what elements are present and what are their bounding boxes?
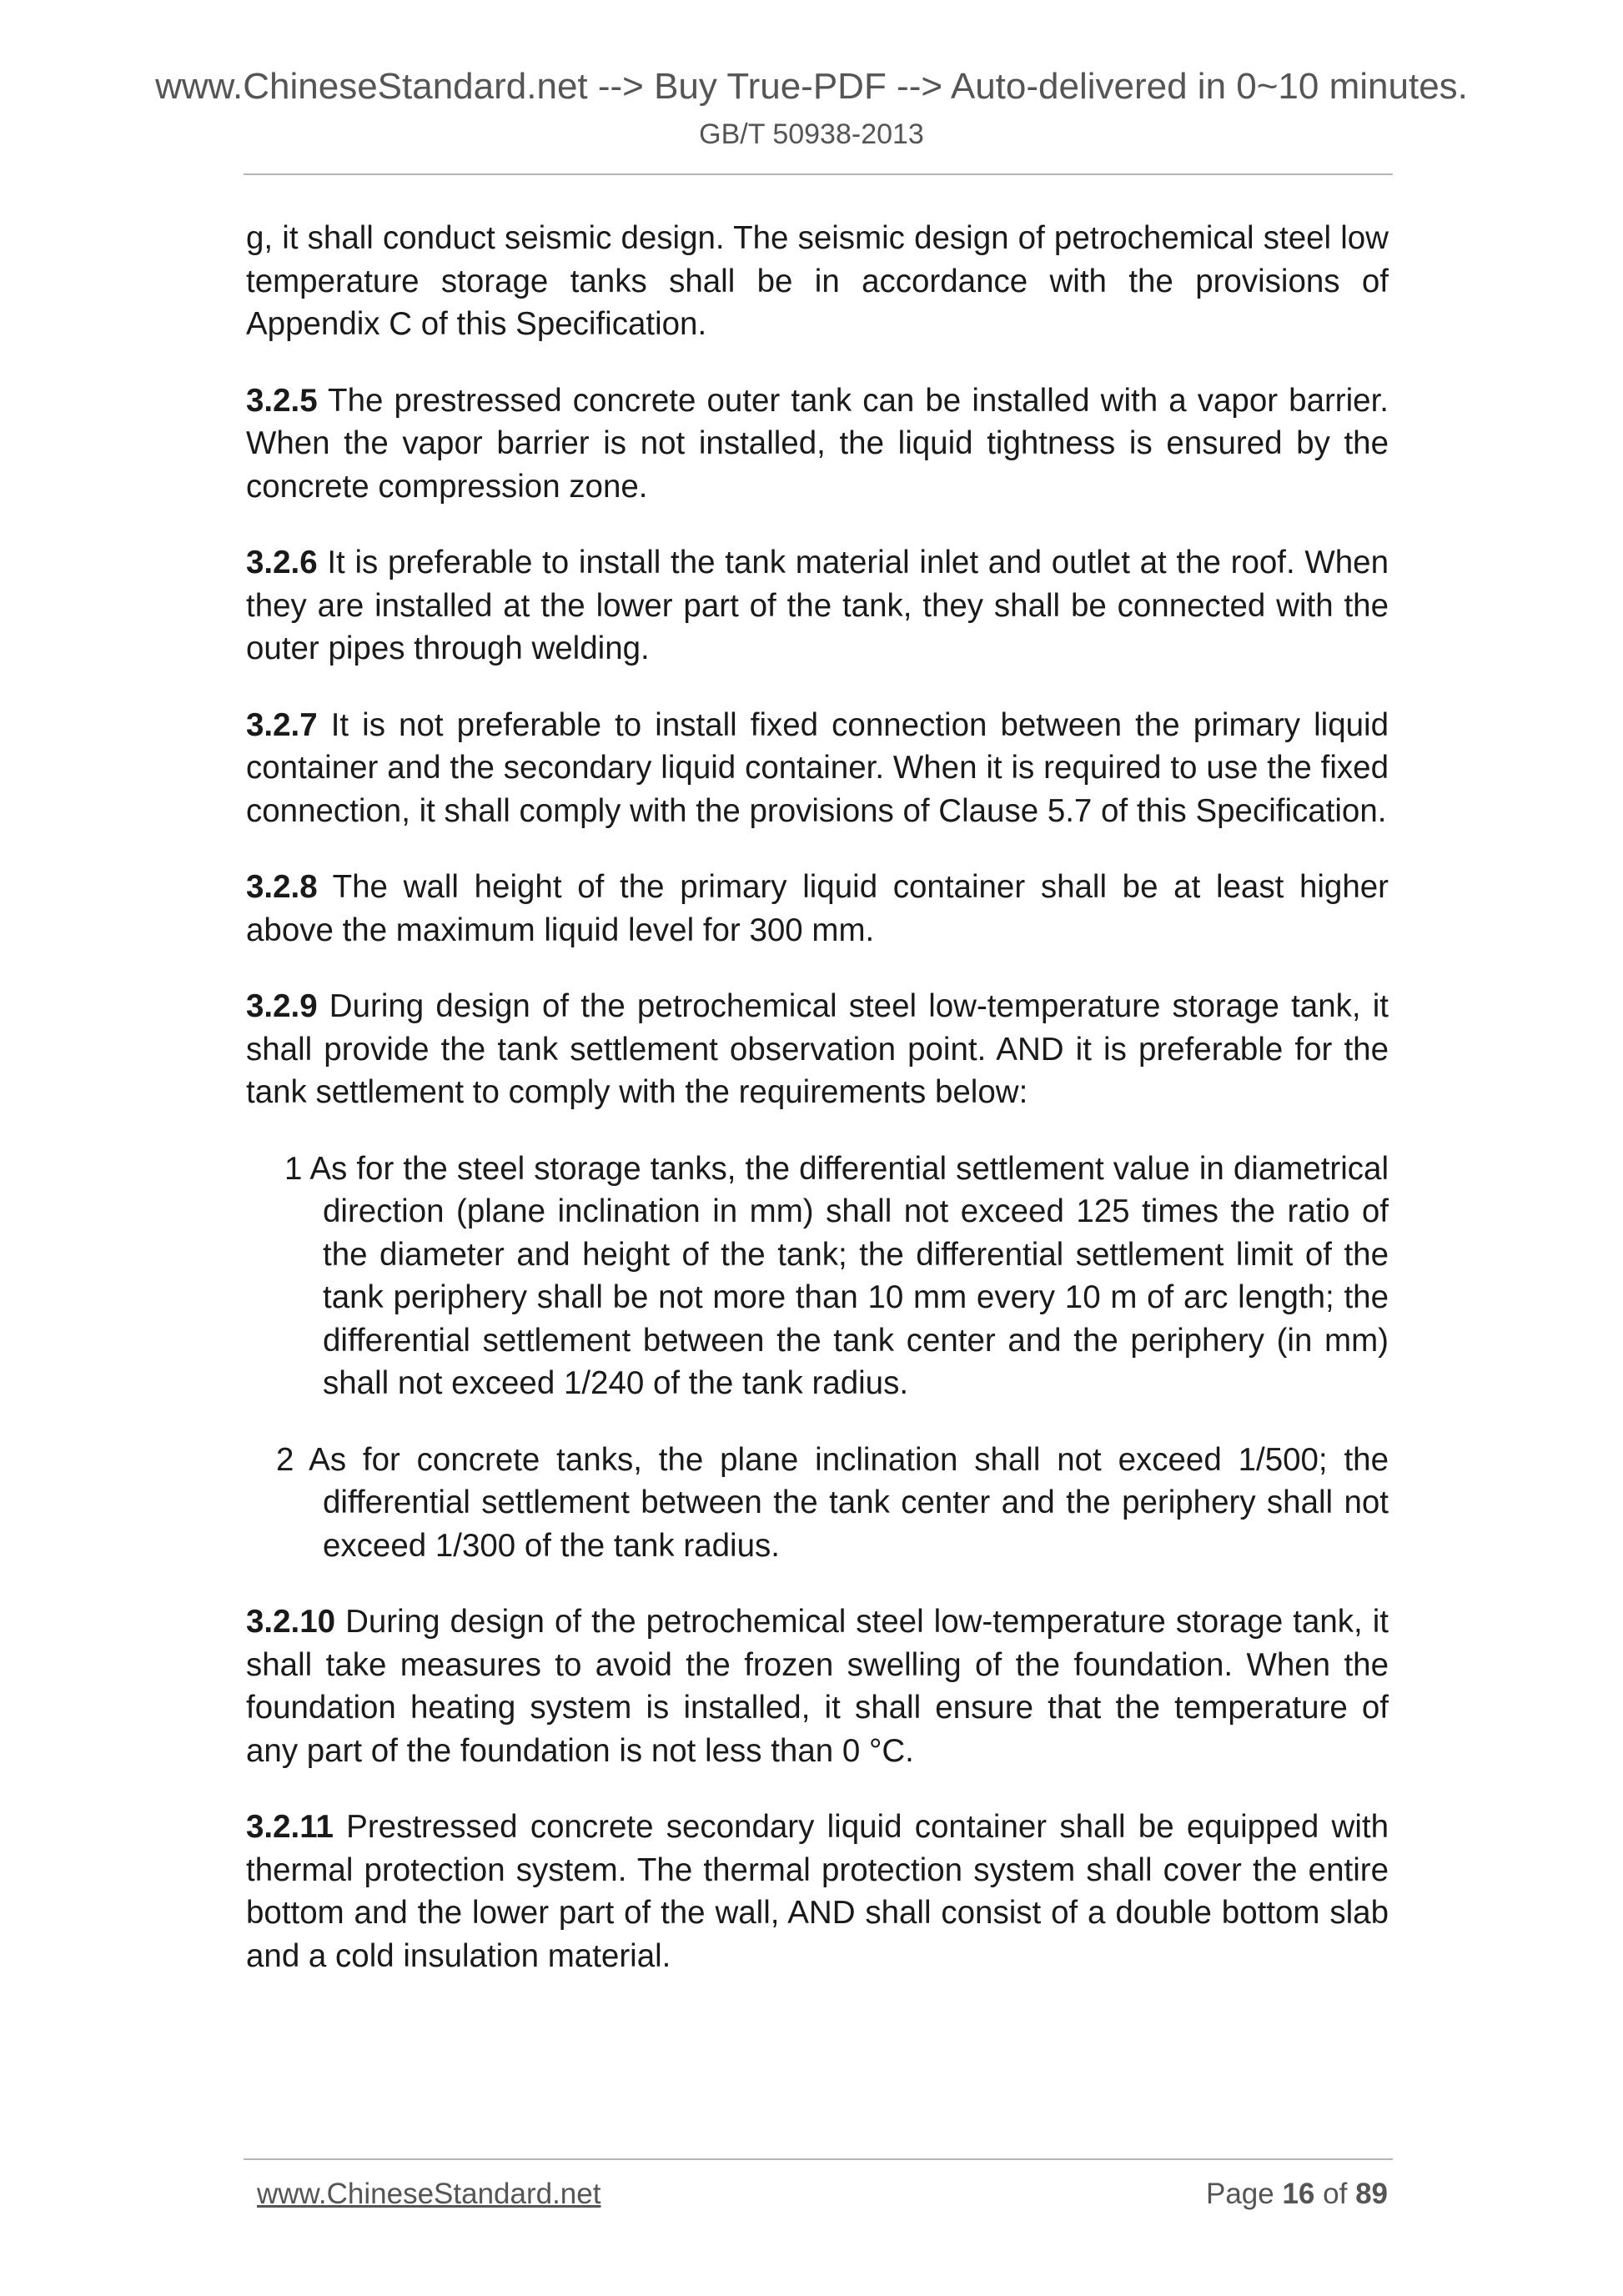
page-of: of — [1323, 2178, 1348, 2210]
footer-site-link[interactable]: www.ChineseStandard.net — [257, 2178, 601, 2210]
intro-paragraph: g, it shall conduct seismic design. The seismic design of petrochemical steel low temperature storage tanks shall be in accordance with the provisions of Appendix C of this Specification. — [246, 220, 1389, 342]
list-item — [246, 1439, 1389, 1568]
list-item — [246, 1148, 1389, 1405]
clause-text: Prestressed concrete secondary liquid container shall be equipped with thermal protection system. The thermal protection system shall cover the entire bottom and the lower part of the wall, AND shall consist of a double bottom slab and a cold insulation material. — [246, 1809, 1389, 1974]
clause-3-2-9 — [246, 985, 1389, 1114]
clause-number: 3.2.11 — [246, 1809, 334, 1845]
clause-number: 3.2.9 — [246, 988, 318, 1024]
clause-number: 3.2.7 — [246, 706, 318, 743]
list-item-text: As for the steel storage tanks, the differential settlement value in diametrical direction (plane inclination in mm) shall not exceed 125 times the ratio of the diameter and height of the tank; the differential settlement limit of the tank periphery shall be not more than 10 mm every 10 m of arc length; the differential settlement between the tank center and the periphery (in mm) shall not exceed 1/240 of the tank radius. — [309, 1150, 1389, 1401]
clause-number: 3.2.8 — [246, 869, 318, 905]
clause-3-2-5 — [246, 379, 1389, 509]
page-total: 89 — [1355, 2178, 1388, 2210]
page-indicator — [1206, 2175, 1388, 2213]
clause-3-2-8 — [246, 866, 1389, 952]
page-label: Page — [1205, 2178, 1274, 2210]
clause-3-2-11 — [246, 1806, 1389, 1977]
list-marker: 1 — [284, 1150, 303, 1187]
header-banner[interactable]: www.ChineseStandard.net --> Buy True-PDF --> Auto-delivered in 0~10 minutes. — [155, 66, 1468, 107]
clause-text: During design of the petrochemical steel low-temperature storage tank, it shall provide the tank settlement observation point. AND it is preferable for the tank settlement to comply with the requirements below: — [246, 988, 1389, 1110]
page-footer — [257, 2175, 1388, 2213]
clause-text: It is not preferable to install fixed connection between the primary liquid container and the secondary liquid container. When it is required to use the fixed connection, it shall comply with the provisions of Clause 5.7 of this Specification. — [246, 706, 1389, 829]
clause-text: The wall height of the primary liquid container shall be at least higher above the maximum liquid level for 300 mm. — [246, 869, 1389, 948]
page-current: 16 — [1282, 2178, 1315, 2210]
standard-code: GB/T 50938-2013 — [699, 118, 924, 150]
clause-3-2-6 — [246, 541, 1389, 671]
clause-number: 3.2.10 — [246, 1604, 336, 1640]
page-header — [0, 63, 1623, 153]
clause-number: 3.2.5 — [246, 382, 318, 419]
clause-text: The prestressed concrete outer tank can be installed with a vapor barrier. When the vapor barrier is not installed, the liquid tightness is ensured by the concrete compression zone. — [246, 382, 1389, 505]
document-body — [246, 217, 1389, 2011]
header-divider — [244, 173, 1393, 175]
clause-text: During design of the petrochemical steel low-temperature storage tank, it shall take measures to avoid the frozen swelling of the foundation. When the foundation heating system is installed, it shall ensure that the temperature of any part of the foundation is not less than 0 °C. — [246, 1604, 1389, 1769]
list-item-text: As for concrete tanks, the plane inclination shall not exceed 1/500; the differential settlement between the tank center and the periphery shall not exceed 1/300 of the tank radius. — [309, 1441, 1389, 1564]
clause-text: It is preferable to install the tank material inlet and outlet at the roof. When they are installed at the lower part of the tank, they shall be connected with the outer pipes through welding. — [246, 545, 1389, 666]
list-marker: 2 — [276, 1441, 294, 1478]
clause-3-2-7 — [246, 704, 1389, 833]
footer-divider — [244, 2158, 1393, 2160]
clause-number: 3.2.6 — [246, 545, 318, 580]
clause-3-2-10 — [246, 1600, 1389, 1772]
